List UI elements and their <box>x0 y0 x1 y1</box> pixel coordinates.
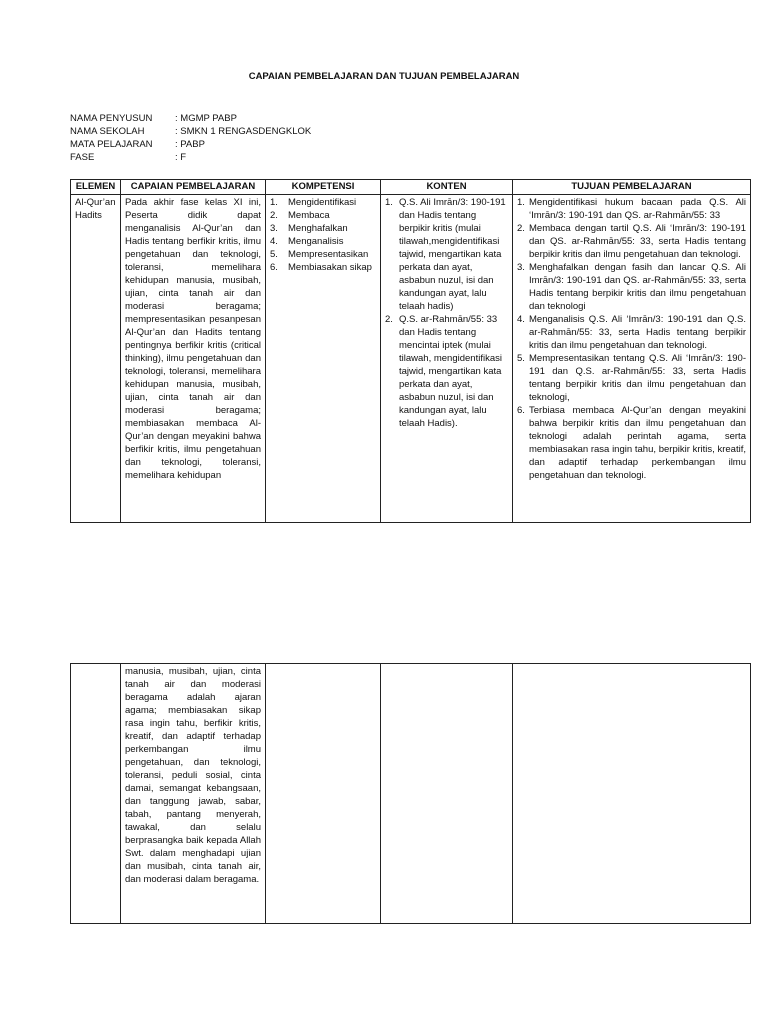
list-number: 1. <box>385 197 393 208</box>
list-text: Membaca <box>288 210 330 221</box>
document-title: CAPAIAN PEMBELAJARAN DAN TUJUAN PEMBELAJARAN <box>248 71 520 82</box>
list-item <box>385 313 508 430</box>
konten-list <box>385 196 508 430</box>
meta-row <box>70 112 470 125</box>
list-text: Mempresentasikan <box>288 249 369 260</box>
list-item <box>517 313 746 352</box>
elemen-cell <box>71 664 121 924</box>
kompetensi-cell <box>266 195 381 523</box>
list-item <box>517 352 746 404</box>
header-capaian: CAPAIAN PEMBELAJARAN <box>121 180 266 195</box>
list-item <box>517 222 746 261</box>
list-text: Membiasakan sikap <box>288 262 372 273</box>
table-row <box>71 664 751 924</box>
header-tujuan: TUJUAN PEMBELAJARAN <box>513 180 751 195</box>
list-number: 5. <box>517 353 525 364</box>
list-item <box>270 235 376 248</box>
meta-key: FASE <box>70 152 95 163</box>
learning-table-page2 <box>70 663 751 924</box>
header-elemen: ELEMEN <box>71 180 121 195</box>
meta-key: MATA PELAJARAN <box>70 139 153 150</box>
meta-row <box>70 125 470 138</box>
list-item <box>517 196 746 222</box>
list-item <box>270 261 376 274</box>
meta-value: : F <box>175 152 187 163</box>
meta-row <box>70 138 470 151</box>
list-item <box>517 261 746 313</box>
list-item <box>270 222 376 235</box>
list-item <box>270 248 376 261</box>
list-text: Q.S. ar-Rahmān/55: 33 dan Hadis tentang mencintai iptek (mulai tilawah, mengidentifikasi tajwid, mengartikan kata perkata dan ayat, asbabun nuzul, isi dan kandungan ayat, lalu telaah Hadis). <box>399 314 502 429</box>
list-number: 1. <box>270 197 278 208</box>
meta-key: NAMA SEKOLAH <box>70 126 145 137</box>
list-item <box>385 196 508 313</box>
list-text: Menganalisis <box>288 236 344 247</box>
konten-cell <box>381 195 513 523</box>
list-number: 4. <box>270 236 278 247</box>
capaian-cell-continued: manusia, musibah, ujian, cinta tanah air dan moderasi beragama adalah ajaran agama; membiasakan sikap rasa ingin tahu, berfikir kritis, kreatif, dan adaptif terhadap perkembangan ilmu pengetahuan, dan teknologi, toleransi, peduli sosial, cinta damai, semangat kebangsaan, dan tanggung jawab, sabar, tabah, pantang menyerah, tawakal, dan selalu berprasangka baik kepada Allah Swt. dalam menghadapi ujian dan musibah, cinta tanah air, dan moderasi dalam beragama. <box>121 664 266 924</box>
meta-row <box>70 151 470 164</box>
list-text: Terbiasa membaca Al-Qur’an dengan meyakini bahwa berpikir kritis dan ilmu pengetahuan dan teknologi adalah perintah agama, serta membiasakan rasa ingin tahu, berpikir kritis, kreatif, dan adaptif terhadap perkembangan ilmu pengetahuan dan teknologi. <box>529 405 746 481</box>
elemen-cell: Al-Qur’an Hadits <box>71 195 121 523</box>
list-item <box>517 404 746 482</box>
konten-cell <box>381 664 513 924</box>
list-item <box>270 196 376 209</box>
list-text: Mengidentifikasi hukum bacaan pada Q.S. Ali ‘Imrān/3: 190-191 dan QS. ar-Rahmān/55: 33 <box>529 197 746 221</box>
list-text: Mempresentasikan tentang Q.S. Ali ‘Imrān/3: 190-191 dan Q.S. ar-Rahmān/55: 33, serta Hadis tentang berpikir kritis dan ilmu pengetahuan dan teknologi, <box>529 353 746 403</box>
list-number: 2. <box>517 223 525 234</box>
kompetensi-cell <box>266 664 381 924</box>
header-kompetensi: KOMPETENSI <box>266 180 381 195</box>
list-text: Q.S. Ali Imrān/3: 190-191 dan Hadis tentang berpikir kritis (mulai tilawah,mengidentifikasi tajwid, mengartikan kata perkata dan ayat, asbabun nuzul, isi dan kandungan ayat, lalu telaah hadis) <box>399 197 506 312</box>
list-text: Menghafalkan dengan fasih dan lancar Q.S. Ali Imrān/3: 190-191 dan QS. ar-Rahmān/55: 33, serta Hadis tentang berpikir kritis dan ilmu pengetahuan dan teknologi <box>529 262 746 312</box>
kompetensi-list <box>270 196 376 274</box>
document-meta <box>70 112 470 164</box>
meta-value: : MGMP PABP <box>175 113 237 124</box>
list-number: 5. <box>270 249 278 260</box>
list-number: 2. <box>385 314 393 325</box>
learning-table-page1 <box>70 179 751 523</box>
table-row <box>71 195 751 523</box>
list-number: 4. <box>517 314 525 325</box>
list-number: 6. <box>517 405 525 416</box>
list-number: 2. <box>270 210 278 221</box>
list-text: Mengidentifikasi <box>288 197 357 208</box>
meta-key: NAMA PENYUSUN <box>70 113 153 124</box>
list-number: 6. <box>270 262 278 273</box>
capaian-cell: Pada akhir fase kelas XI ini, Peserta didik dapat menganalisis Al-Qur’an dan Hadis tentang berfikir kritis, ilmu pengetahuan dan teknologi, toleransi, memelihara kehidupan manusia, musibah, ujian, cinta tanah air dan moderasi beragama; mempresentasikan pesanpesan Al-Qur’an dan Hadits tentang pentingnya berfikir kritis (critical thinking), ilmu pengetahuan dan teknologi, toleransi, memelihara kehidupan manusia, musibah, ujian, cinta tanah air dan moderasi beragama; membiasakan membaca Al-Qur’an dengan meyakini bahwa berfikir kritis, ilmu pengetahuan dan teknologi, toleransi, memelihara kehidupan <box>121 195 266 523</box>
list-text: Membaca dengan tartil Q.S. Ali ‘Imrān/3: 190-191 dan QS. ar-Rahmān/55: 33, serta Hadis tentang berpikir kritis dan ilmu pengetahuan dan teknologi. <box>529 223 746 260</box>
tujuan-list <box>517 196 746 482</box>
list-number: 1. <box>517 197 525 208</box>
meta-value: : SMKN 1 RENGASDENGKLOK <box>175 126 312 137</box>
list-text: Menghafalkan <box>288 223 348 234</box>
tujuan-cell <box>513 664 751 924</box>
list-item <box>270 209 376 222</box>
meta-value: : PABP <box>175 139 205 150</box>
table-header-row <box>71 180 751 195</box>
list-text: Menganalisis Q.S. Ali ‘Imrān/3: 190-191 dan Q.S. ar-Rahmān/55: 33, serta Hadis tentang berpikir kritis dan ilmu pengetahuan dan teknologi. <box>529 314 746 351</box>
tujuan-cell <box>513 195 751 523</box>
list-number: 3. <box>517 262 525 273</box>
header-konten: KONTEN <box>381 180 513 195</box>
list-number: 3. <box>270 223 278 234</box>
